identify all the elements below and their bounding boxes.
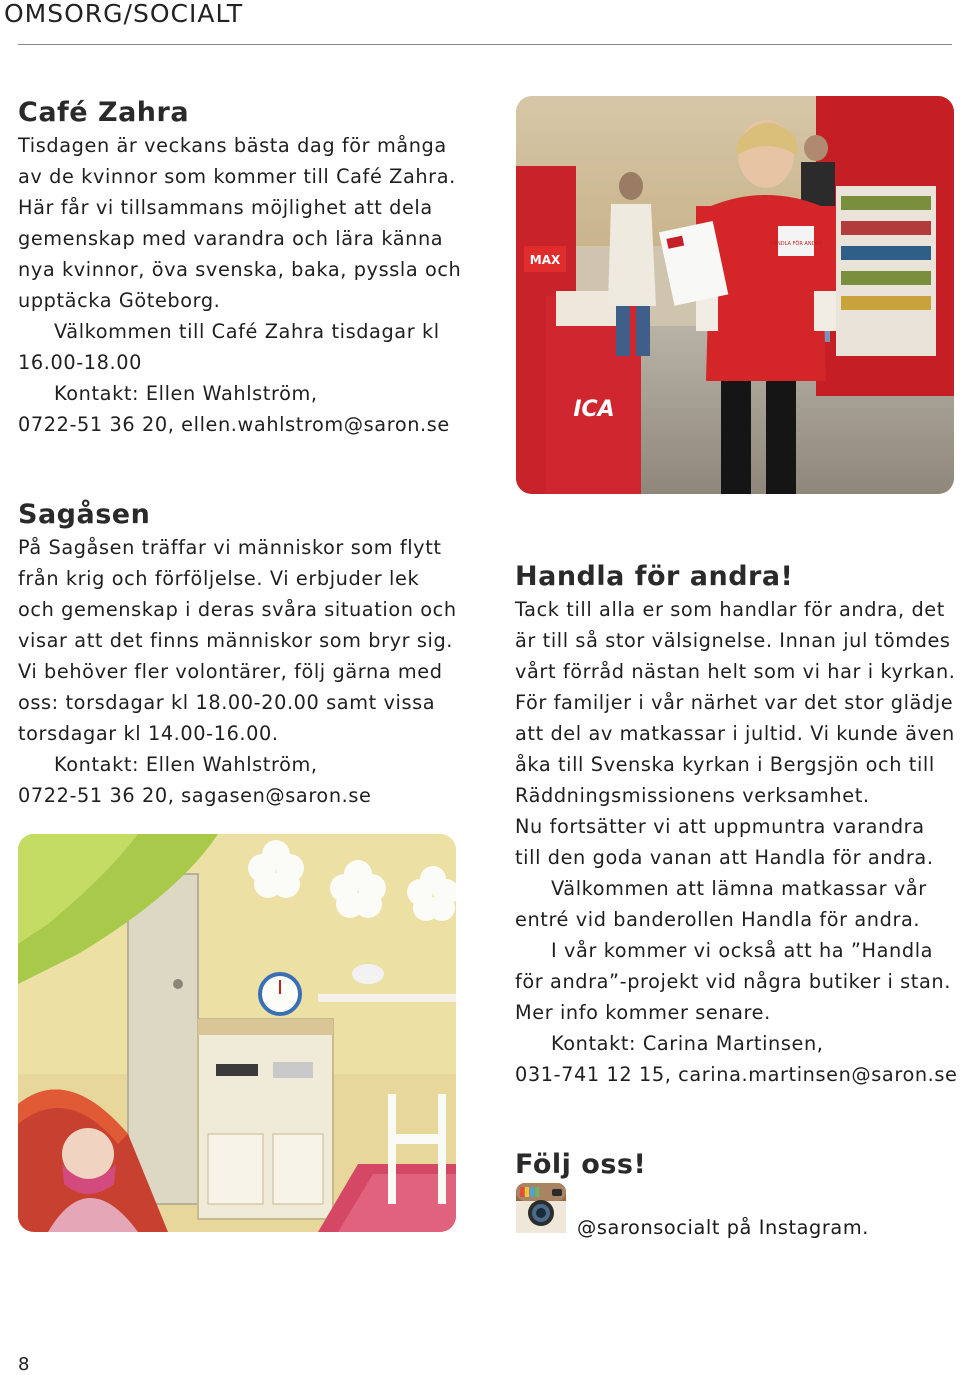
text-line: nya kvinnor, öva svenska, baka, pyssla och xyxy=(18,258,462,281)
text-line: från krig och förföljelse. Vi erbjuder lek xyxy=(18,567,420,590)
text-line: Vi behöver fler volontärer, följ gärna med xyxy=(18,660,443,683)
sagasen-section xyxy=(18,498,488,811)
sagasen-heading: Sagåsen xyxy=(18,499,151,530)
text-line: upptäcka Göteborg. xyxy=(18,289,221,312)
text-line: Tisdagen är veckans bästa dag för många xyxy=(18,134,447,157)
instagram-icon[interactable] xyxy=(515,1182,567,1234)
text-line: Tack till alla er som handlar för andra, det xyxy=(515,598,945,621)
text-line: 16.00-18.00 xyxy=(18,351,142,374)
header-divider xyxy=(18,44,952,45)
text-line: av de kvinnor som kommer till Café Zahra. xyxy=(18,165,456,188)
contact-line: Kontakt: Ellen Wahlström, xyxy=(54,753,318,776)
text-line: visar att det finns människor som bryr sig. xyxy=(18,629,454,652)
text-line: Nu fortsätter vi att uppmuntra varandra xyxy=(515,815,925,838)
handla-section xyxy=(515,560,958,1090)
text-line: oss: torsdagar kl 18.00-20.00 samt vissa xyxy=(18,691,436,714)
cafe-zahra-heading: Café Zahra xyxy=(18,97,190,128)
contact-line: Kontakt: Ellen Wahlström, xyxy=(54,382,318,405)
sagasen-text xyxy=(18,532,488,811)
contact-email-line: 031-741 12 15, carina.martinsen@saron.se xyxy=(515,1063,958,1086)
text-line: Här får vi tillsammans möjlighet att dela xyxy=(18,196,433,219)
store-photo xyxy=(516,96,954,494)
instagram-handle-text[interactable]: @saronsocialt på Instagram. xyxy=(577,1216,869,1239)
shirt-text: HANDLA FÖR ANDRA xyxy=(769,241,823,247)
follow-section xyxy=(515,1148,955,1182)
text-line: I vår kommer vi också att ha ”Handla xyxy=(551,939,934,962)
text-line: För familjer i vår närhet var det stor glädje xyxy=(515,691,954,714)
text-line: vårt förråd nästan helt som vi har i kyrkan. xyxy=(515,660,956,683)
contact-email-line: 0722-51 36 20, sagasen@saron.se xyxy=(18,784,372,807)
page-number: 8 xyxy=(18,1354,30,1375)
text-line: att del av matkassar i jultid. Vi kunde även xyxy=(515,722,955,745)
text-line: entré vid banderollen Handla för andra. xyxy=(515,908,921,931)
text-line: Välkommen till Café Zahra tisdagar kl xyxy=(54,320,440,343)
text-line: Mer info kommer senare. xyxy=(515,1001,771,1024)
contact-line: Kontakt: Carina Martinsen, xyxy=(551,1032,824,1055)
text-line: för andra”-projekt vid några butiker i stan. xyxy=(515,970,951,993)
ica-logo-text: ICA xyxy=(573,397,615,422)
follow-heading: Följ oss! xyxy=(515,1149,647,1180)
text-line: åka till Svenska kyrkan i Bergsjön och till xyxy=(515,753,935,776)
text-line: är till så stor välsignelse. Innan jul tömdes xyxy=(515,629,951,652)
section-title: OMSORG/SOCIALT xyxy=(4,0,244,28)
text-line: Välkommen att lämna matkassar vår xyxy=(551,877,927,900)
handla-text xyxy=(515,594,958,1090)
text-line: gemenskap med varandra och lära känna xyxy=(18,227,444,250)
text-line: Räddningsmissionens verksamhet. xyxy=(515,784,870,807)
section-header xyxy=(0,0,960,48)
text-line: torsdagar kl 14.00-16.00. xyxy=(18,722,279,745)
text-line: och gemenskap i deras svåra situation och xyxy=(18,598,457,621)
instagram-row xyxy=(515,1182,935,1238)
text-line: till den goda vanan att Handla för andra. xyxy=(515,846,934,869)
max-sign-text: MAX xyxy=(529,253,561,267)
playroom-photo xyxy=(18,834,456,1232)
handla-heading: Handla för andra! xyxy=(515,561,794,592)
cafe-zahra-text xyxy=(18,130,488,440)
text-line: På Sagåsen träffar vi människor som flytt xyxy=(18,536,442,559)
cafe-zahra-section xyxy=(18,96,488,440)
contact-email-line: 0722-51 36 20, ellen.wahlstrom@saron.se xyxy=(18,413,450,436)
